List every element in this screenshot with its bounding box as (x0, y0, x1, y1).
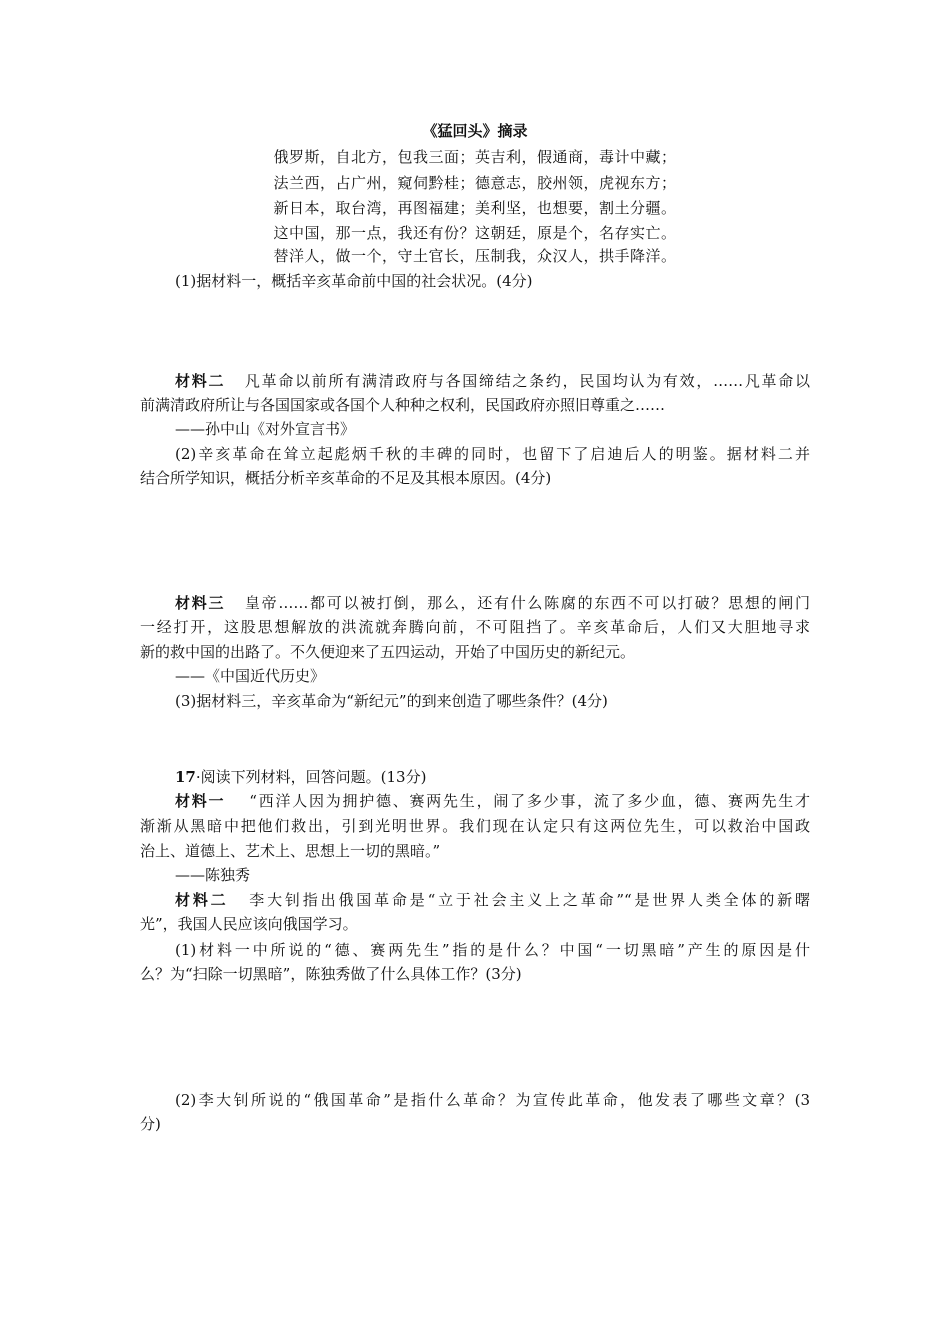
poem-line: 俄罗斯，自北方，包我三面；英吉利，假通商，毒计中藏； (273, 148, 677, 166)
question-stem: ·阅读下列材料，回答问题。(13分) (195, 768, 427, 786)
poem-line: 替洋人，做一个，守土官长，压制我，众汉人，拱手降洋。 (273, 247, 677, 265)
question-number: 17 (175, 768, 196, 786)
material-label: 材料二 (175, 891, 229, 909)
material-label: 材料一 (175, 792, 226, 810)
material-3-line-2: 一经打开，这股思想解放的洪流就奔腾向前，不可阻挡了。辛亥革命后，人们又大胆地寻求 (140, 618, 810, 636)
question-16-1: (1)据材料一，概括辛亥革命前中国的社会状况。(4分) (175, 272, 533, 290)
material-label: 材料二 (175, 372, 226, 390)
question-16-2-line-2: 结合所学知识，概括分析辛亥革命的不足及其根本原因。(4分) (140, 469, 552, 487)
material-text: 凡革命以前所有满清政府与各国缔结之条约，民国均认为有效，……凡革命以 (243, 372, 810, 390)
poem-line: 新日本，取台湾，再图福建；美利坚，也想要，割土分疆。 (273, 199, 677, 217)
question-17-2-line-2: 分) (140, 1115, 161, 1133)
material-source: ——陈独秀 (175, 866, 251, 884)
question-17-stem (175, 766, 426, 788)
material-text: 李大钊指出俄国革命是“立于社会主义上之革命”“是世界人类全体的新曙 (246, 891, 810, 909)
poem-title: 《猛回头》摘录 (422, 122, 528, 140)
q17-material-1-line-3: 治上、道德上、艺术上、思想上一切的黑暗。” (140, 842, 441, 860)
material-text: “西洋人因为拥护德、赛两先生，闹了多少事，流了多少血，德、赛两先生才 (249, 792, 810, 810)
question-16-2-line-1: (2)辛亥革命在耸立起彪炳千秋的丰碑的同时，也留下了启迪后人的明鉴。据材料二并 (175, 445, 810, 463)
material-2-line-1 (175, 370, 810, 392)
question-17-1-line-1: (1)材料一中所说的“德、赛两先生”指的是什么？中国“一切黑暗”产生的原因是什 (175, 941, 810, 959)
q17-material-1-line-1 (175, 790, 810, 812)
poem-line: 这中国，那一点，我还有份？这朝廷，原是个，名存实亡。 (273, 224, 677, 242)
material-2-line-2: 前满清政府所让与各国国家或各国个人种种之权利，民国政府亦照旧尊重之…… (140, 396, 666, 414)
poem-line: 法兰西，占广州，窥伺黔桂；德意志，胶州领，虎视东方； (273, 174, 677, 192)
material-text: 皇帝……都可以被打倒，那么，还有什么陈腐的东西不可以打破？思想的闸门 (243, 594, 810, 612)
q17-material-2-line-2: 光”，我国人民应该向俄国学习。 (140, 915, 358, 933)
material-3-line-3: 新的救中国的出路了。不久便迎来了五四运动，开始了中国历史的新纪元。 (140, 643, 636, 661)
question-16-3: (3)据材料三，辛亥革命为“新纪元”的到来创造了哪些条件？(4分) (175, 692, 608, 710)
question-17-1-line-2: 么？为“扫除一切黑暗”，陈独秀做了什么具体工作？(3分) (140, 965, 522, 983)
q17-material-2-line-1 (175, 889, 810, 911)
q17-material-1-line-2: 渐渐从黑暗中把他们救出，引到光明世界。我们现在认定只有这两位先生，可以救治中国政 (140, 817, 810, 835)
material-source: ——孙中山《对外宣言书》 (175, 420, 356, 438)
material-source: ——《中国近代历史》 (175, 667, 326, 685)
material-label: 材料三 (175, 594, 226, 612)
material-3-line-1 (175, 592, 810, 614)
question-17-2-line-1: (2)李大钊所说的“俄国革命”是指什么革命？为宣传此革命，他发表了哪些文章？(3 (175, 1091, 810, 1109)
